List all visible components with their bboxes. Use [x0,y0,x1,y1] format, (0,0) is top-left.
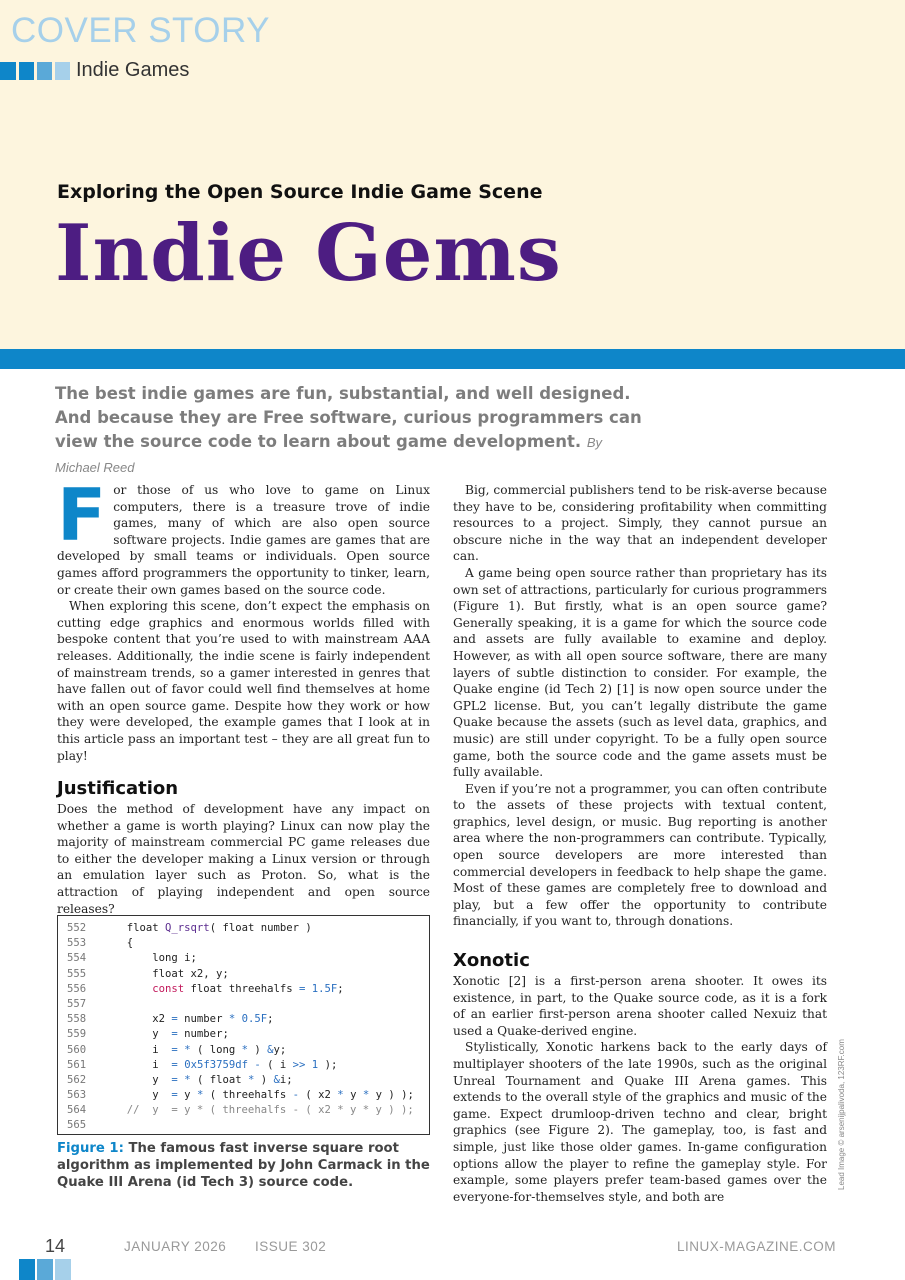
subsection-square-2 [19,62,34,80]
dek-text: The best indie games are fun, substantial, and well designed. And because they are Free software, curious programmers can view the source code to learn about game development. [55,384,642,451]
drop-cap: F [57,473,107,557]
code-line: 554 long i; [67,952,197,965]
footer-square-2 [37,1259,53,1280]
body-paragraph: When exploring this scene, don’t expect the emphasis on cutting edge graphics and enormous worlds filled with bespoke content that you’re used to with mainstream AAA releases. Additionally, the indie scene is fairly independent of mainstream trends, so a gamer interested in genres that have fallen out of favor could well find themselves at home with an open source game. Despite how they work or how they were developed, the example games that I look at in this article pass an important test – they are all great fun to play! [57,599,430,763]
code-line: 561 i = 0x5f3759df - ( i >> 1 ); [67,1058,338,1071]
caption-text: The famous fast inverse square root algorithm as implemented by John Carmack in the Quake III Arena (id Tech 3) source code. [57,1141,430,1190]
body-paragraph: Big, commercial publishers tend to be risk-averse because they have to be, considering profitability when committing resources to a project. Simply, they cannot pursue an obscure niche in the way that an independent developer can. [453,483,827,564]
subsection-square-4 [55,62,70,80]
subsection-label: Indie Games [76,59,190,81]
body-paragraph: Stylistically, Xonotic harkens back to the early days of multiplayer shooters of the late 1990s, such as the original Unreal Tournament and Quake III Arena games. This extends to the overall style of the graphics and music of the game. Expect drumloop-driven techno and clear, bright graphics (see Figure 2). The gameplay, too, is fast and simple, just like those older games. In-game configuration options allow the player to refine the gameplay style. For example, some players prefer team-based games over the everyone-for-themselves style, and both are [453,1040,827,1204]
intro-text: or those of us who love to game on Linux computers, there is a treasure trove of indie games, many of which are also open source software projects. Indie games are games that are developed by small teams or individuals. Open source games afford programmers the opportunity to tinker, learn, or create their own games based on the source code. [57,483,430,597]
code-line: 562 y = * ( float * ) &i; [67,1073,293,1086]
code-line: 557 [67,997,87,1010]
code-line: 564 // y = y * ( threehalfs - ( x2 * y * y ) ); [67,1104,414,1117]
figure-caption [57,1140,437,1191]
code-line: 556 const float threehalfs = 1.5F; [67,982,344,995]
figure-label: Figure 1: [57,1141,124,1156]
code-line: 555 float x2, y; [67,967,229,980]
article-title: Indie Gems [55,208,562,299]
subsection-square-1 [0,62,16,80]
image-credit: Lead Image © arsenijpalivoda, 123RF.com [837,1039,846,1190]
code-line: 553 { [67,937,134,950]
subsection-square-3 [37,62,52,80]
heading-justification: Justification [57,778,179,800]
left-column [57,473,430,917]
intro-paragraph [57,473,430,598]
article-kicker: Exploring the Open Source Indie Game Scene [57,181,543,203]
footer-date: JANUARY 2026 [124,1239,227,1254]
code-line: 558 x2 = number * 0.5F; [67,1013,274,1026]
footer-issue: ISSUE 302 [255,1239,327,1254]
right-column [453,482,827,1205]
section-label: COVER STORY [11,11,270,50]
code-line: 560 i = * ( long * ) &y; [67,1043,287,1056]
footer-square-3 [55,1259,71,1280]
footer-site: LINUX-MAGAZINE.COM [677,1239,837,1254]
code-line: 552 float Q_rsqrt( float number ) [67,922,312,934]
article-dek [55,382,645,480]
code-line: 559 y = number; [67,1028,229,1041]
body-paragraph: Even if you’re not a programmer, you can often contribute to the assets of these projects with textual content, graphics, level design, or music. Bug reporting is another area where the non-programmers can contribute. Typically, open source developers are more interested than commercial developers in feedback to help shape the game. Most of these games are completely free to download and play, but a few offer the opportunity to contribute financially, if you want to, through donations. [453,781,827,929]
footer-square-1 [19,1259,35,1280]
heading-xonotic: Xonotic [453,950,530,972]
page-number: 14 [45,1236,66,1256]
code-line: 565 [67,1119,87,1132]
code-line: 563 y = y * ( threehalfs - ( x2 * y * y ) ); [67,1089,414,1102]
code-listing [57,915,430,1135]
header-divider-bar [0,349,905,369]
body-paragraph: A game being open source rather than proprietary has its own set of attractions, particularly for curious programmers (Figure 1). But firstly, what is an open source game? Generally speaking, it is a game for which the source code and assets are fully available to examine and deploy. However, as with all open source software, there are many layers of subtle distinction to consider. For example, the Quake engine (id Tech 2) [1] is now open source under the GPL2 license. But, you can’t legally distribute the game Quake because the assets (such as level data, graphics, and music) are still under copyright. To be a fully open source game, both the source code and the game assets must be fully available. [453,565,827,780]
body-paragraph: Does the method of development have any impact on whether a game is worth playing? Linux can now play the majority of mainstream commercial PC game releases due to either the developer making a Linux version or through an emulation layer such as Proton. So, what is the attraction of playing independent and open source releases? [57,802,430,916]
byline: By Michael Reed [55,435,603,475]
body-paragraph: Xonotic [2] is a first-person arena shooter. It owes its existence, in part, to the Quake source code, as it is a fork of an earlier first-person arena shooter called Nexuiz that used a Quake-derived engine. [453,974,827,1038]
